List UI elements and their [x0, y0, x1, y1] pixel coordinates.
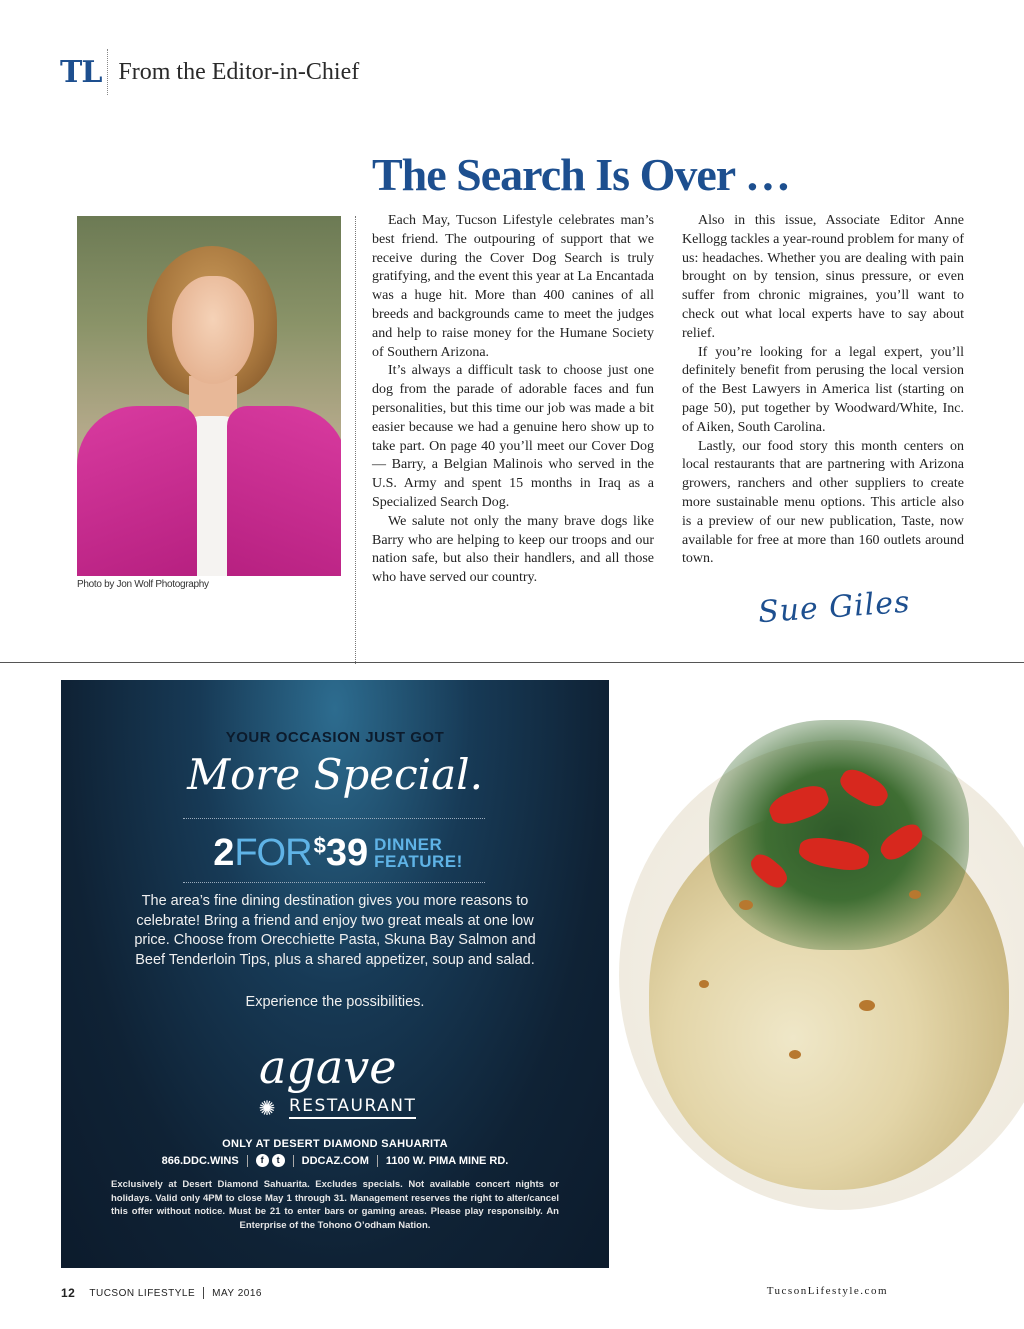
twitter-icon: t [272, 1154, 285, 1167]
ad-tagline: Experience the possibilities. [245, 994, 425, 1010]
footer-issue: MAY 2016 [212, 1287, 262, 1299]
article-paragraph: Also in this issue, Associate Editor Anne Kellogg tackles a year-round problem for many of us: headaches. Whether you are dealing with pain brought on by tension, sinus pressure, or even suffer from chronic migraines, you’ll want to check out what local experts have to say about relief. [682, 213, 964, 341]
logo-name: agave [259, 1040, 397, 1094]
facebook-icon: f [256, 1154, 269, 1167]
editor-photo [77, 216, 341, 576]
ad-dotted-rule [183, 818, 485, 819]
article-paragraph: Lastly, our food story this month centers on local restaurants that are partnering with Arizona growers, ranchers and other suppliers to create more sustainable menu options. This article also is a preview of our new publication, Taste, now available for free at more than 160 outlets around town. [682, 438, 964, 567]
article-paragraph: It’s always a difficult task to choose just one dog from the parade of adorable faces and fun personalities, but this time our job was made a bit easier because we had a genuine hero show up to take part. On page 40 you’ll meet our Cover Dog — Barry, a Belgian Malinois who served in the U.S. Army and spent 15 months in Iraq as a Specialized Search Dog. [372, 363, 654, 510]
article-paragraph: Each May, Tucson Lifestyle celebrates man’s best friend. The outpouring of support that we receive during the Cover Dog Search is truly gratifying, and the event this year at La Encantada was a huge hit. More than 400 canines of all breeds and backgrounds came to meet the judges and help to raise money for the Humane Society of Southern Arizona. [372, 213, 654, 360]
ad-location: ONLY AT DESERT DIAMOND SAHUARITA [222, 1138, 448, 1150]
ad-contact [61, 1154, 609, 1167]
ad-top-line: YOUR OCCASION JUST GOT [225, 729, 445, 746]
page-divider [0, 662, 1024, 663]
offer-for: FOR [234, 831, 312, 874]
header-divider [107, 49, 108, 95]
social-icons [256, 1154, 285, 1167]
footer-publication: TUCSON LIFESTYLE [89, 1287, 196, 1299]
ad-offer [183, 830, 493, 876]
food-photo [609, 680, 1024, 1268]
page-footer [61, 1286, 262, 1300]
section-header [60, 48, 359, 96]
ad-body-text: The area’s fine dining destination gives you more reasons to celebrate! Bring a friend and enjoy two great meals at one low price. Choose from Orecchiette Pasta, Skuna Bay Salmon and Beef Tenderloin Tips, plus a shared appetizer, soup and salad. [134, 893, 536, 968]
tl-logo: TL [60, 54, 102, 90]
offer-feature-label: FEATURE! [374, 852, 463, 871]
offer-number: 2 [213, 831, 235, 874]
footer-website: TucsonLifestyle.com [766, 1285, 888, 1297]
logo-subtitle: RESTAURANT [289, 1096, 416, 1119]
ad-phone: 866.DDC.WINS [161, 1154, 239, 1167]
editor-signature: Sue Giles [756, 584, 912, 631]
ad-dotted-rule [183, 882, 485, 883]
offer-price [314, 832, 369, 875]
page-number: 12 [61, 1286, 76, 1300]
agave-plant-icon: ✺ [258, 1098, 276, 1120]
section-title: From the Editor-in-Chief [118, 58, 360, 85]
article-column-1 [372, 212, 654, 588]
article-paragraph: We salute not only the many brave dogs like Barry who are helping to keep our troops and our nation safe, but also their handlers, and all those who have served our country. [372, 513, 654, 586]
article-paragraph: If you’re looking for a legal expert, you’ll definitely benefit from perusing the local version of the Best Lawyers in America list (starting on page 50), put together by Woodward/White, Inc. of Aiken, South Carolina. [682, 344, 964, 435]
ad-address: 1100 W. PIMA MINE RD. [385, 1154, 509, 1167]
agave-logo [241, 1040, 431, 1126]
photo-credit: Photo by Jon Wolf Photography [77, 579, 209, 590]
article-headline: The Search Is Over … [372, 149, 790, 200]
offer-price-value: 39 [325, 831, 369, 874]
ad-script-line: More Special. [187, 750, 483, 799]
offer-currency: $ [313, 832, 326, 858]
ad-website: DDCAZ.COM [301, 1154, 369, 1167]
column-divider [355, 216, 356, 664]
ad-fine-print: Exclusively at Desert Diamond Sahuarita. Excludes specials. Not available concert nights or holidays. Valid only 4PM to close May 1 through 31. Management reserves the right to alter/cancel this offer without notice. Must be 21 to enter bars or gaming areas. Please play responsibly. An Enterprise of the Tohono O’odham Nation. [111, 1179, 559, 1231]
agave-restaurant-ad [61, 680, 609, 1268]
offer-dinner: DINNER [374, 835, 443, 854]
offer-feature [374, 836, 463, 870]
article-column-2 [682, 212, 964, 569]
